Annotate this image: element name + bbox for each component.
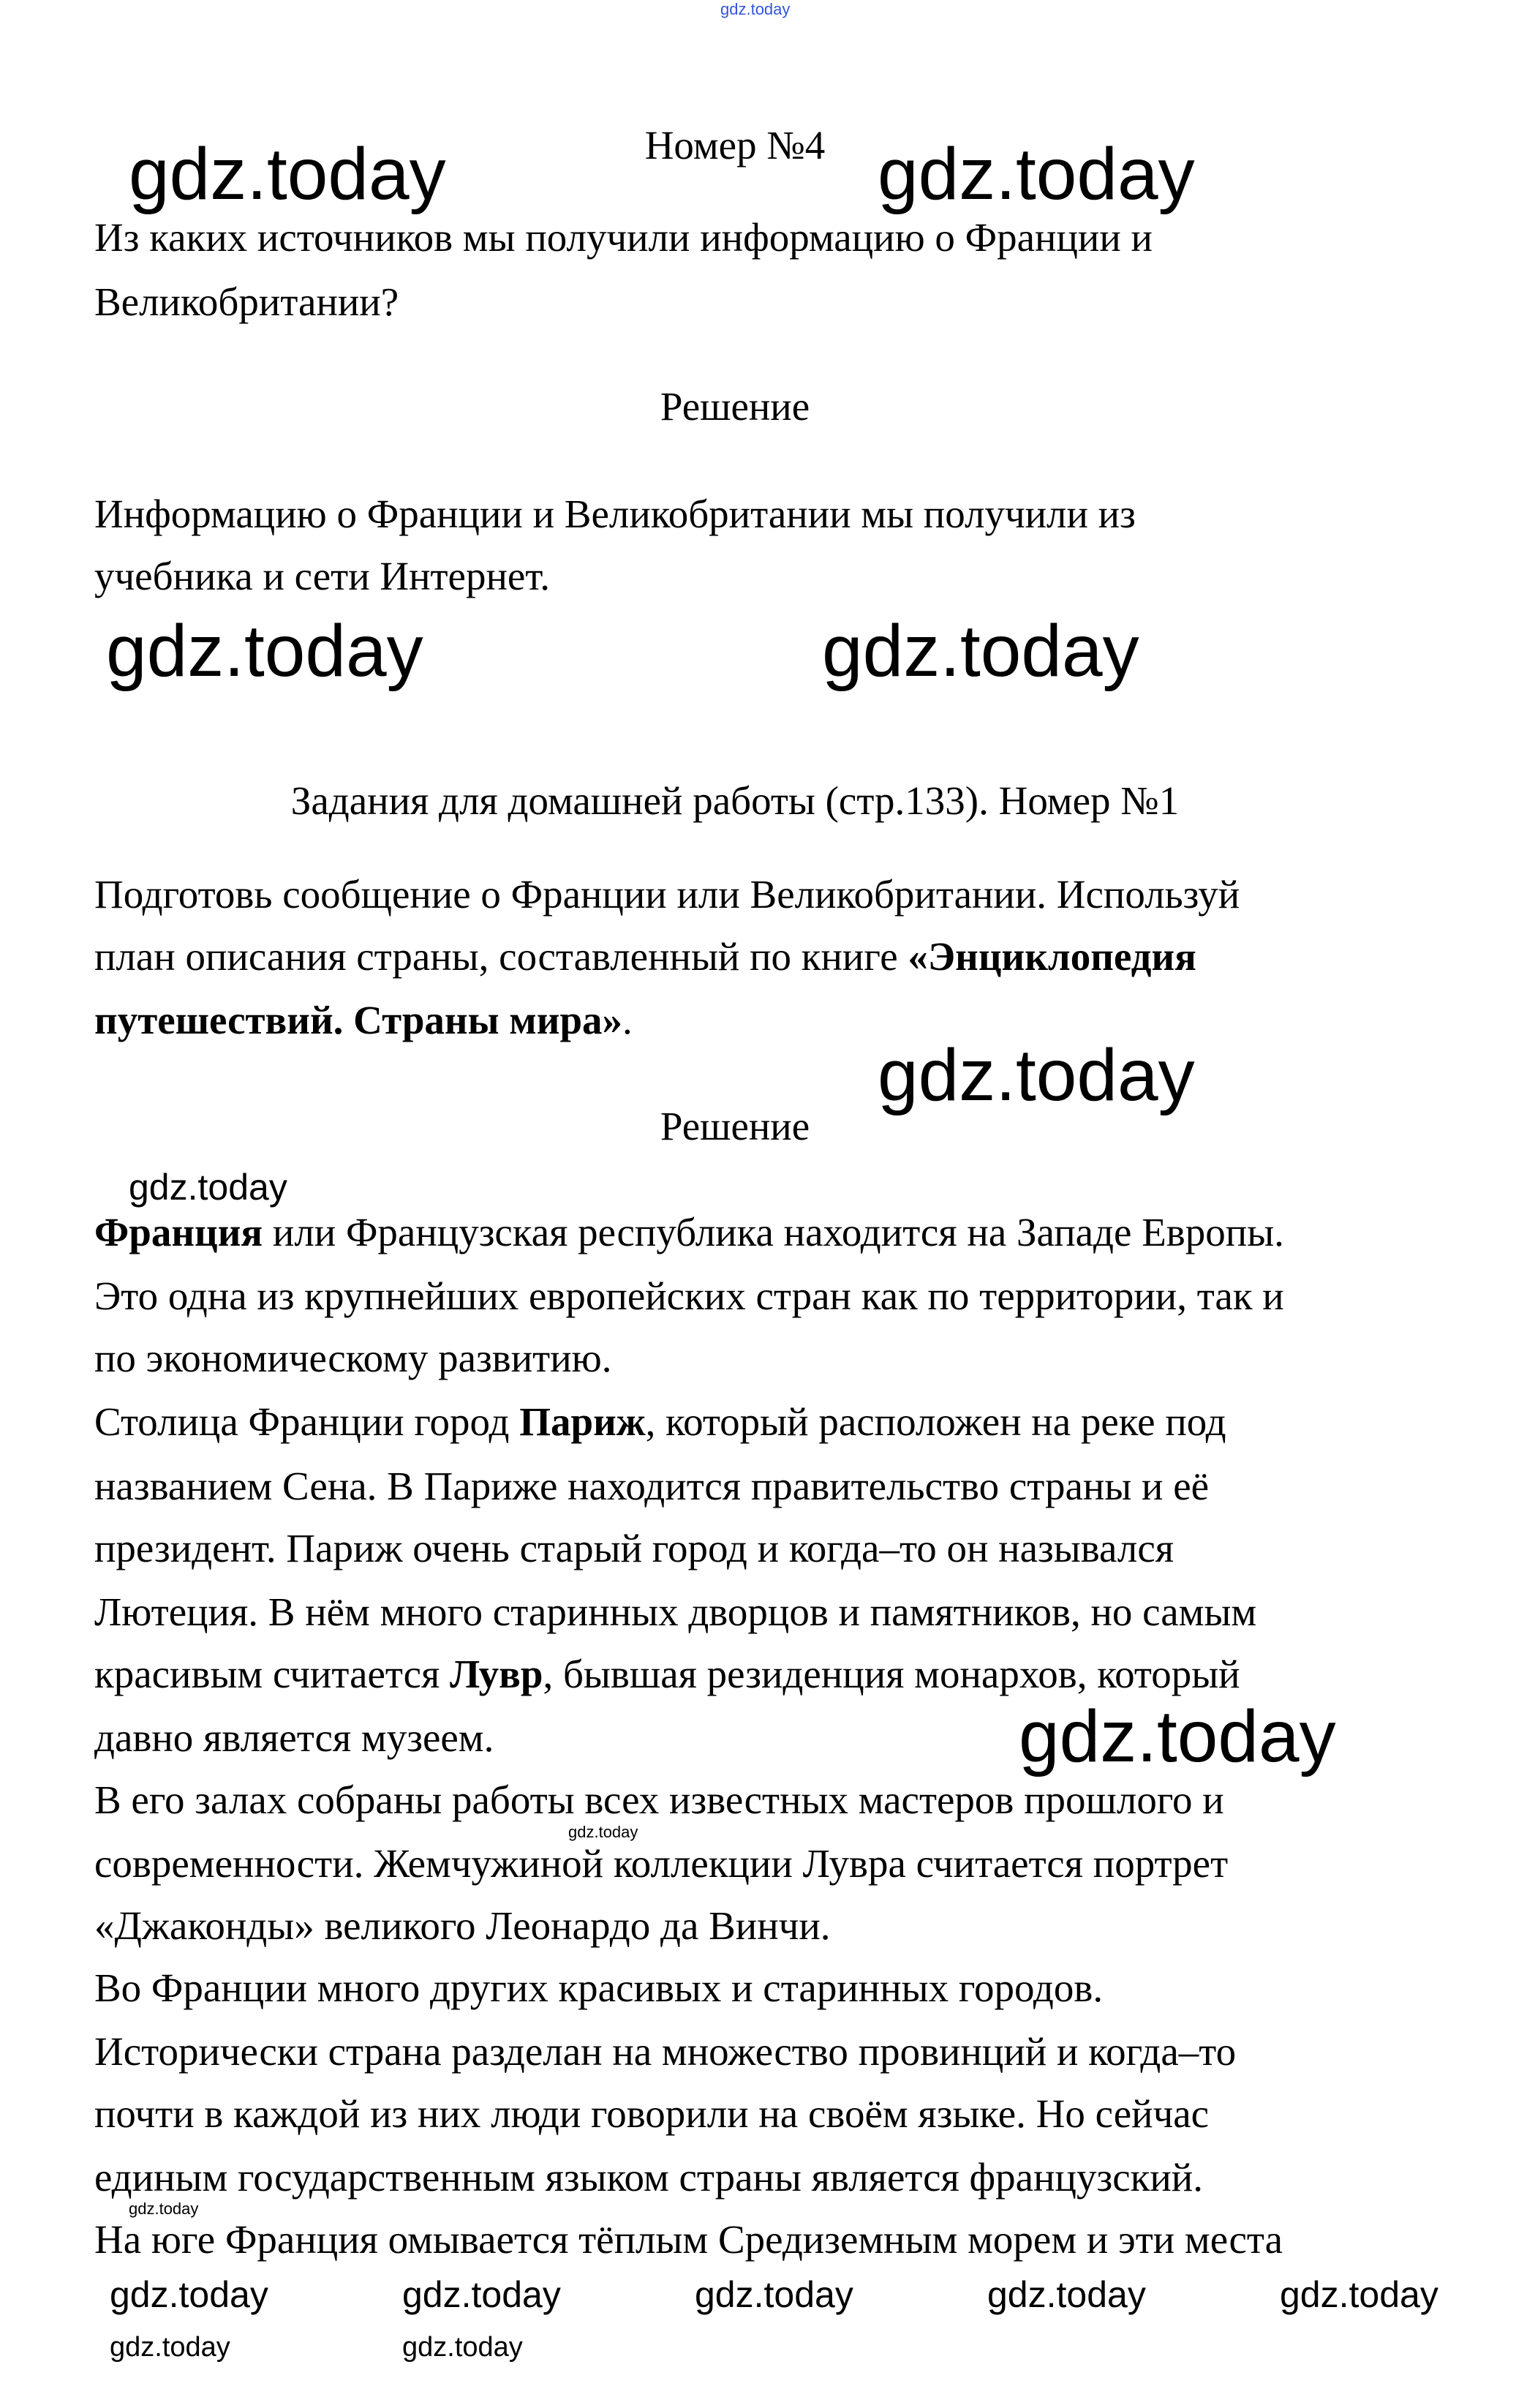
text: или Французская республика находится на Западе Европы. [263,1210,1284,1254]
book-title: путешествий. Страны мира» [94,998,623,1042]
text: план описания страны, составленный по книге [94,934,908,979]
text-line: «Джаконды» великого Леонардо да Винчи. [94,1903,831,1948]
question-line: Из каких источников мы получили информацию о Франции и [94,215,1153,260]
watermark: gdz.today [1019,1696,1336,1777]
text-line [94,1652,1240,1696]
watermark: gdz.today [1280,2274,1438,2315]
text-line: давно является музеем. [94,1715,494,1760]
text-line [94,1211,1284,1254]
watermark: gdz.today [695,2274,853,2315]
text-line: На юге Франция омывается тёплым Средиземным морем и эти места [94,2217,1283,2262]
task-line [94,998,633,1042]
bold-term: Лувр [450,1652,543,1696]
text: . [622,998,633,1042]
text: красивым считается [94,1652,450,1696]
watermark: gdz.today [129,133,446,215]
text-line: названием Сена. В Париже находится правительство страны и её [94,1464,1210,1508]
watermark: gdz.today [402,2332,523,2363]
watermark: gdz.today [129,1167,287,1208]
task-line: Подготовь сообщение о Франции или Великобритании. Используй [94,872,1240,917]
watermark: gdz.today [720,0,791,18]
watermark: gdz.today [402,2274,561,2315]
text-line: единым государственным языком страны является французский. [94,2155,1203,2200]
answer-line: учебника и сети Интернет. [94,554,550,598]
watermark: gdz.today [878,1034,1195,1116]
text: Столица Франции город [94,1399,520,1444]
text-line: по экономическому развитию. [94,1336,612,1380]
text: , который расположен на реке под [645,1399,1226,1444]
text-line: почти в каждой из них люди говорили на своём языке. Но сейчас [94,2091,1210,2136]
text-line: Это одна из крупнейших европейских стран как по территории, так и [94,1273,1284,1318]
task-title: Номер №4 [644,123,826,168]
book-title: «Энциклопедия [908,934,1196,979]
text-line: современности. Жемчужиной коллекции Лувра считается портрет [94,1841,1229,1886]
question-line: Великобритании? [94,279,399,324]
watermark: gdz.today [106,610,423,692]
solution-heading: Решение [660,384,810,429]
task-line [94,935,1196,979]
bold-term: Париж [519,1399,646,1444]
watermark: gdz.today [878,133,1195,215]
answer-line: Информацию о Франции и Великобритании мы получили из [94,492,1136,536]
solution-heading: Решение [660,1104,810,1148]
text-line: Исторически страна разделан на множество провинций и когда–то [94,2029,1237,2074]
homework-title: Задания для домашней работы (стр.133). Номер №1 [290,778,1180,823]
watermark: gdz.today [568,1823,638,1841]
text-line: Во Франции много других красивых и старинных городов. [94,1965,1104,2010]
text-line: президент. Париж очень старый город и когда–то он назывался [94,1526,1174,1570]
watermark: gdz.today [129,2200,199,2218]
watermark: gdz.today [110,2332,230,2363]
text-line [94,1400,1226,1444]
watermark: gdz.today [987,2274,1146,2315]
text-line: Лютеция. В нём много старинных дворцов и памятников, но самым [94,1589,1257,1634]
text: , бывшая резиденция монархов, который [543,1652,1240,1696]
text-line: В его залах собраны работы всех известных мастеров прошлого и [94,1777,1224,1822]
watermark: gdz.today [110,2274,268,2315]
watermark: gdz.today [822,610,1139,692]
bold-term: Франция [94,1210,263,1254]
